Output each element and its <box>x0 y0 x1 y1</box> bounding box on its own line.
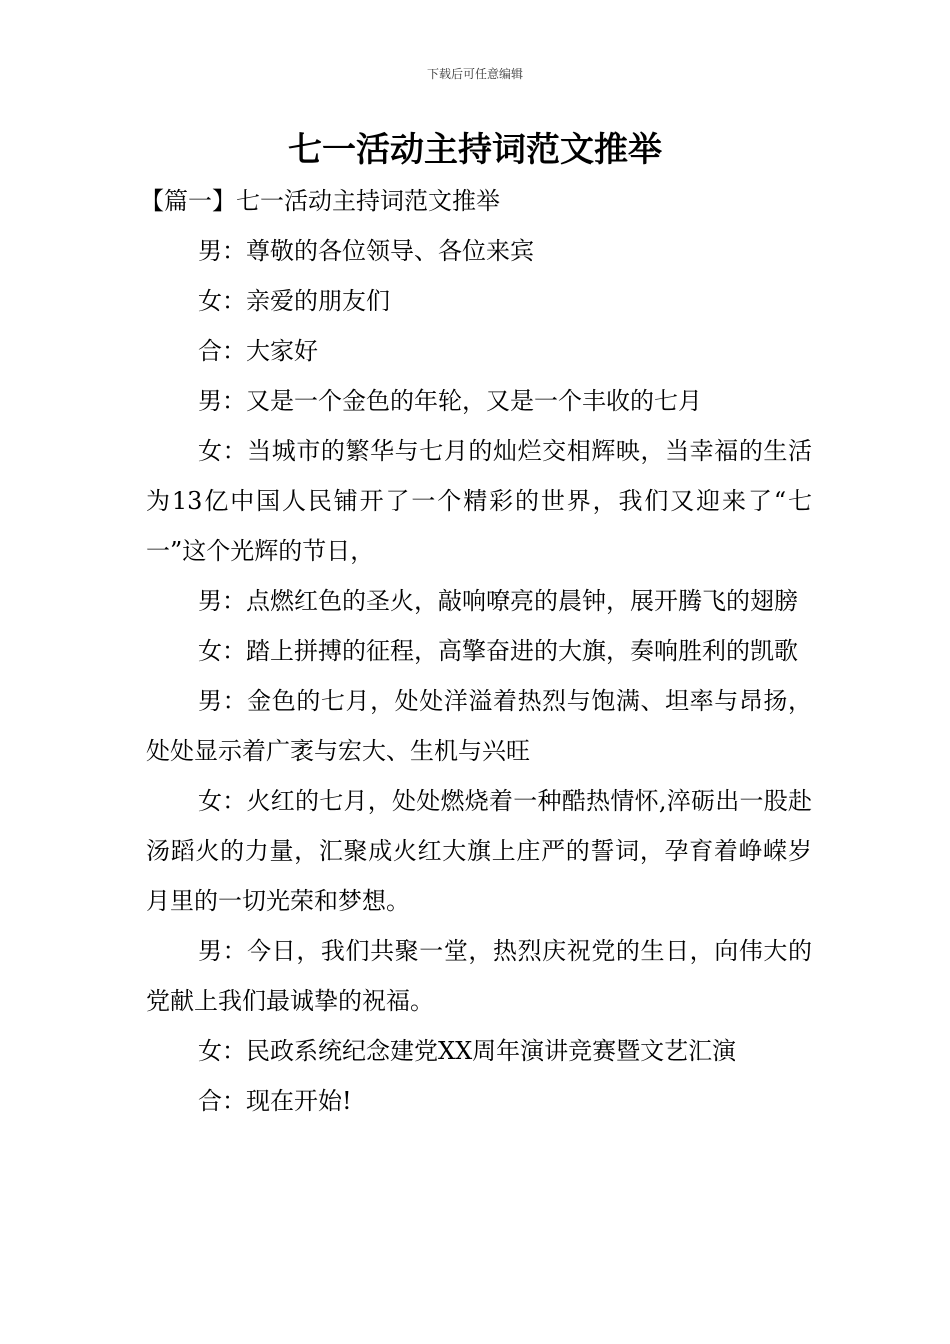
paragraph-10: 男：今日，我们共聚一堂，热烈庆祝党的生日，向伟大的党献上我们最诚挚的祝福。 <box>146 937 812 1015</box>
document-title: 七一活动主持词范文推举 <box>288 130 662 170</box>
paragraph-7: 女：踏上拼搏的征程，高擎奋进的大旗，奏响胜利的凯歌 <box>198 637 798 665</box>
paragraph-3: 合：大家好 <box>198 337 318 365</box>
paragraph-9: 女：火红的七月，处处燃烧着一种酷热情怀,淬砺出一股赴汤蹈火的力量，汇聚成火红大旗上庄严的誓词，孕育着峥嵘岁月里的一切光荣和梦想。 <box>146 787 812 915</box>
paragraph-11: 女：民政系统纪念建党XX周年演讲竞赛暨文艺汇演 <box>198 1037 737 1065</box>
paragraph-1: 男：尊敬的各位领导、各位来宾 <box>198 237 534 265</box>
paragraph-2: 女：亲爱的朋友们 <box>198 287 390 315</box>
section-heading: 【篇一】七一活动主持词范文推举 <box>140 187 500 215</box>
header-note: 下载后可任意编辑 <box>426 67 523 81</box>
paragraph-8: 男：金色的七月，处处洋溢着热烈与饱满、坦率与昂扬，处处显示着广袤与宏大、生机与兴旺 <box>146 687 812 765</box>
paragraph-12: 合：现在开始! <box>198 1087 352 1115</box>
document-body <box>140 176 812 1126</box>
paragraph-5: 女：当城市的繁华与七月的灿烂交相辉映，当幸福的生活为13亿中国人民铺开了一个精彩的世界，我们又迎来了“七一”这个光辉的节日， <box>146 437 812 565</box>
paragraph-4: 男：又是一个金色的年轮，又是一个丰收的七月 <box>198 387 702 415</box>
paragraph-6: 男：点燃红色的圣火，敲响嘹亮的晨钟，展开腾飞的翅膀 <box>198 587 798 615</box>
